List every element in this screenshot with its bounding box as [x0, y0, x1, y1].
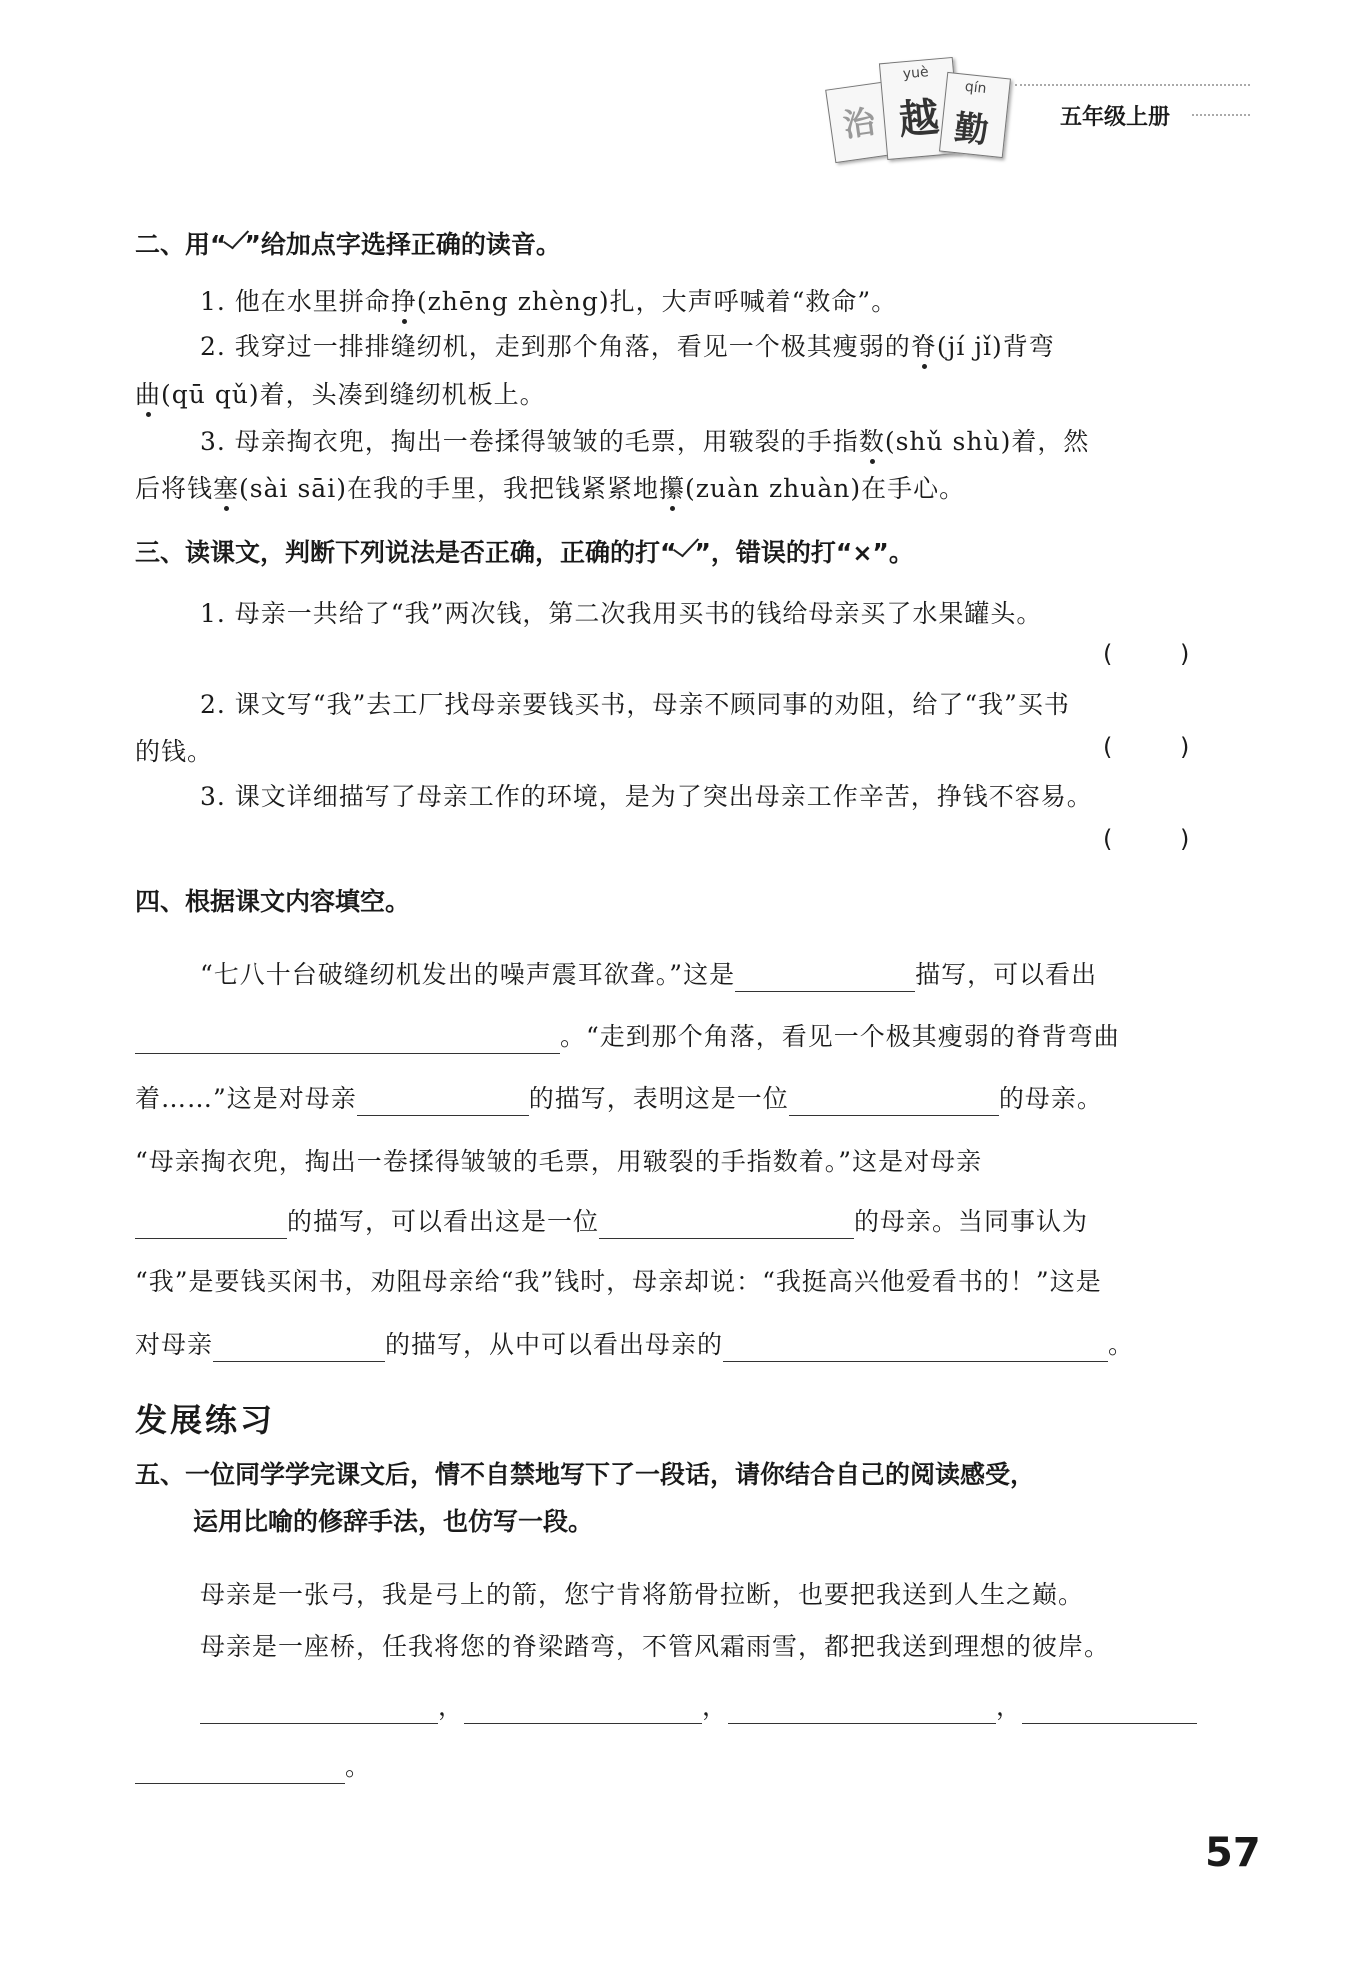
- fill-blank[interactable]: [1022, 1695, 1197, 1724]
- q4-para-line-1: [200, 958, 1097, 992]
- dotted-char: 塞: [213, 474, 240, 503]
- q4-para-line-6: “我”是要钱买闲书，劝阻母亲给“我”钱时，母亲却说：“我挺高兴他爱看书的！”这是: [135, 1267, 1102, 1296]
- answer-parens-3[interactable]: ( ): [1103, 825, 1220, 853]
- q2-text: (zuàn zhuàn)在手心。: [684, 474, 966, 503]
- dotted-char: 挣: [390, 287, 417, 316]
- punctuation: ，: [438, 1692, 465, 1721]
- cross-icon: ×: [852, 539, 873, 567]
- punctuation: ，: [702, 1692, 729, 1721]
- logo-card-right: [939, 72, 1011, 158]
- q2-text: (qū qǔ)着，头凑到缝纫机板上。: [161, 380, 546, 409]
- q2-text: 2. 我穿过一排排缝纫机，走到那个角落，看见一个极其瘦弱的: [200, 332, 911, 361]
- q2-line-4: [200, 425, 1089, 459]
- dotted-char: 数: [858, 427, 885, 456]
- q2-text: (jí jǐ)背弯: [936, 332, 1055, 361]
- header-dotted-rule: [1015, 84, 1250, 86]
- q4-text: 的描写，表明这是一位: [528, 1084, 789, 1113]
- q2-line-5: [135, 472, 965, 506]
- q2-title: [135, 225, 561, 262]
- q2-line-1: [200, 285, 897, 319]
- q5-example-2: 母亲是一座桥，任我将您的脊梁踏弯，不管风霜雨雪，都把我送到理想的彼岸。: [200, 1632, 1111, 1661]
- q5-title-line-1: 五、一位同学学完课文后，情不自禁地写下了一段话，请你结合自己的阅读感受，: [135, 1460, 1036, 1489]
- grade-label: 五年级上册: [1060, 105, 1171, 130]
- fill-blank[interactable]: [135, 1755, 345, 1784]
- q4-text: 。: [1108, 1330, 1135, 1359]
- q4-para-line-3: [135, 1082, 1103, 1116]
- dotted-char: 攥: [658, 474, 685, 503]
- q4-text: 的描写，从中可以看出母亲的: [385, 1330, 724, 1359]
- q4-text: “七八十台破缝纫机发出的噪声震耳欲聋。”这是: [200, 960, 736, 989]
- q3-item-2b: 的钱。: [135, 737, 214, 766]
- q4-para-line-5: [135, 1205, 1088, 1239]
- logo-pinyin-2: qín: [964, 78, 988, 98]
- punctuation: ，: [996, 1692, 1023, 1721]
- q4-text: 。“走到那个角落，看见一个极其瘦弱的脊背弯曲: [560, 1022, 1120, 1051]
- dotted-char: 曲: [135, 380, 162, 409]
- answer-parens-1[interactable]: ( ): [1103, 640, 1220, 668]
- q5-example-1: 母亲是一张弓，我是弓上的箭，您宁肯将筋骨拉断，也要把我送到人生之巅。: [200, 1580, 1085, 1609]
- fill-blank[interactable]: [723, 1333, 1108, 1362]
- fill-blank[interactable]: [135, 1025, 560, 1054]
- q4-text: 的母亲。当同事认为: [854, 1207, 1089, 1236]
- answer-parens-2[interactable]: ( ): [1103, 733, 1220, 761]
- fill-blank[interactable]: [728, 1695, 996, 1724]
- q4-para-line-7: [135, 1328, 1134, 1362]
- q3-title-pre: 三、读课文，判断下列说法是否正确，正确的打“: [135, 538, 677, 567]
- q2-text: 后将钱: [135, 474, 214, 503]
- q3-title-mid: ”，错误的打“: [694, 538, 853, 567]
- q2-line-2: [200, 330, 1055, 364]
- q3-item-3: 3. 课文详细描写了母亲工作的环境，是为了突出母亲工作辛苦，挣钱不容易。: [200, 782, 1093, 811]
- fill-blank[interactable]: [213, 1333, 385, 1362]
- q4-text: 的母亲。: [998, 1084, 1103, 1113]
- q2-text: (shǔ shù)着，然: [884, 427, 1090, 456]
- q3-item-1: 1. 母亲一共给了“我”两次钱，第二次我用买书的钱给母亲买了水果罐头。: [200, 599, 1043, 628]
- punctuation: 。: [345, 1752, 372, 1781]
- q4-text: 着……”这是对母亲: [135, 1084, 357, 1113]
- q5-answer-line-1: [200, 1690, 1197, 1724]
- q4-title: 四、根据课文内容填空。: [135, 887, 411, 916]
- grade-label-dotted-rule: [1192, 114, 1250, 116]
- fill-blank[interactable]: [135, 1210, 287, 1239]
- q2-text: (sài sāi)在我的手里，我把钱紧紧地: [239, 474, 659, 503]
- q4-text: 描写，可以看出: [915, 960, 1098, 989]
- q2-title-post: ”给加点字选择正确的读音。: [244, 230, 561, 259]
- q2-text: (zhēng zhèng)扎，大声呼喊着“救命”。: [416, 287, 898, 316]
- q3-title: [135, 533, 914, 570]
- fill-blank[interactable]: [200, 1695, 438, 1724]
- section-title: 发展练习: [135, 1401, 276, 1439]
- q5-answer-line-2: [135, 1750, 371, 1784]
- header-logo: [825, 55, 1015, 170]
- logo-char-2: 越: [896, 93, 941, 144]
- q4-para-line-4: “母亲掏衣兜，掏出一卷揉得皱皱的毛票，用皲裂的手指数着。”这是对母亲: [135, 1147, 983, 1176]
- q4-para-line-2: [135, 1020, 1120, 1054]
- fill-blank[interactable]: [599, 1210, 854, 1239]
- q2-title-pre: 二、用“: [135, 230, 227, 259]
- dotted-char: 脊: [910, 332, 937, 361]
- q2-text: 3. 母亲掏衣兜，掏出一卷揉得皱皱的毛票，用皲裂的手指: [200, 427, 859, 456]
- fill-blank[interactable]: [735, 963, 915, 992]
- q4-text: 对母亲: [135, 1330, 214, 1359]
- q3-title-post: ”。: [872, 538, 914, 567]
- q4-text: 的描写，可以看出这是一位: [287, 1207, 600, 1236]
- logo-pinyin-1: yuè: [902, 64, 930, 83]
- q2-line-3: [135, 378, 546, 412]
- q3-item-2a: 2. 课文写“我”去工厂找母亲要钱买书，母亲不顾同事的劝阻，给了“我”买书: [200, 690, 1070, 719]
- fill-blank[interactable]: [789, 1087, 999, 1116]
- page-number: 57: [1205, 1830, 1261, 1876]
- logo-char-1: 治: [840, 102, 878, 145]
- q5-title-line-2: 运用比喻的修辞手法，也仿写一段。: [193, 1507, 594, 1536]
- q2-text: 1. 他在水里拼命: [200, 287, 391, 316]
- fill-blank[interactable]: [357, 1087, 529, 1116]
- fill-blank[interactable]: [464, 1695, 702, 1724]
- logo-char-3: 勤: [952, 108, 991, 152]
